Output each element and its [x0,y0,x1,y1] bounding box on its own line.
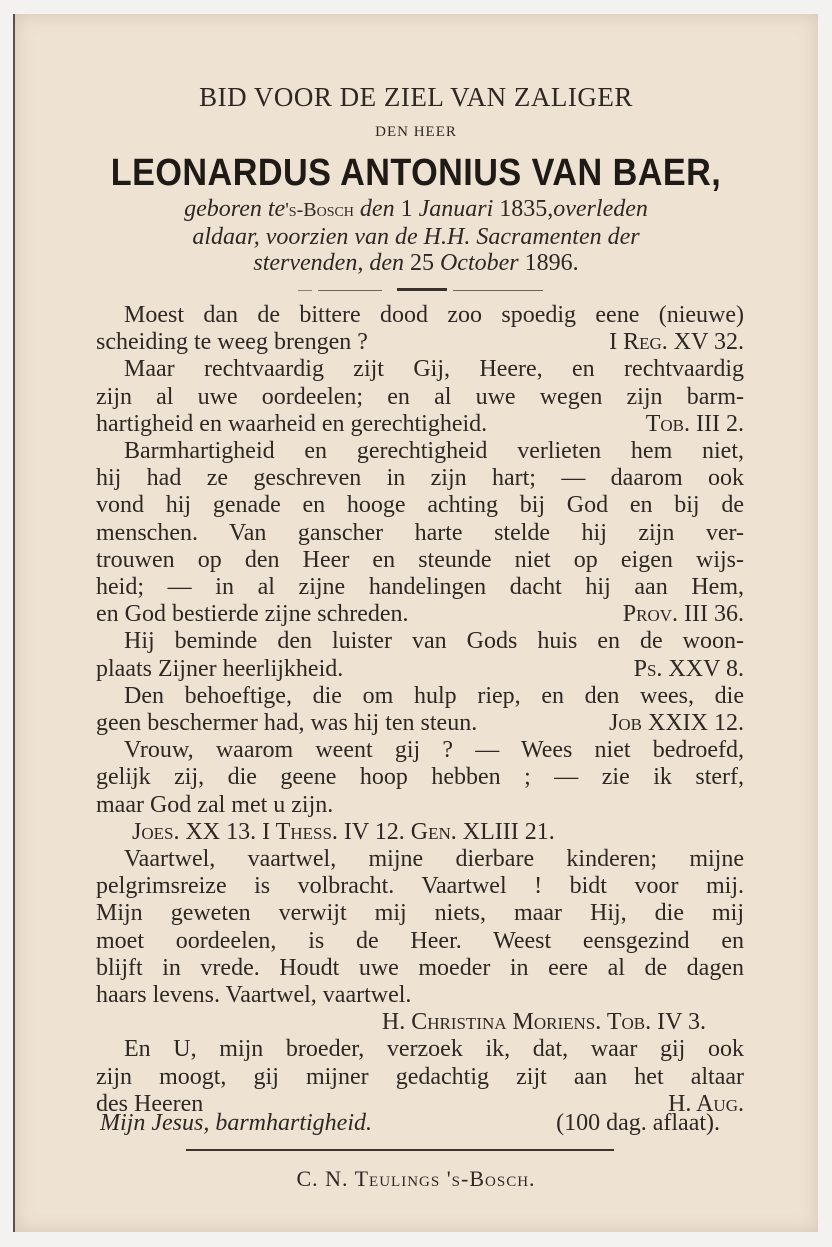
passage-line [96,1036,744,1063]
passage-line [96,737,744,764]
passage-text: pelgrimsreize is volbracht. Vaartwel ! bidt voor mij. [96,873,744,900]
scripture-reference: H. Christina Moriens. Tob. IV 3. [381,1009,706,1036]
closing-prayer: Mijn Jesus, barmhartigheid. (100 dag. aflaat). [100,1110,720,1136]
passage-line [96,329,744,356]
passage-text: Maar rechtvaardig zijt Gij, Heere, en rechtvaardig [124,356,744,383]
passage-text: maar God zal met u zijn. [96,791,334,818]
scripture-reference: Job XXIX 12. [609,710,744,736]
passage-text: haars levens. Vaartwel, vaartwel. [96,982,412,1008]
passage-text: scheiding te weeg brengen ? [96,329,368,356]
passage-line [96,628,744,655]
passage-line [96,900,744,927]
passage-line [96,710,744,737]
passage-text: Moest dan de bittere dood zoo spoedig eene (nieuwe) [124,302,744,328]
passage-line [96,302,744,329]
passage-text: hartigheid en waarheid en gerechtigheid. [96,410,488,437]
scripture-reference: H. Aug. [668,1090,744,1117]
passage-text: zijn al uwe oordeelen; en al uwe wegen zijn barm- [96,383,744,410]
passage-text: hij had ze geschreven in zijn hart; — daarom ook [96,465,744,492]
passage-text: trouwen op den Heer en steunde niet op eigen wijs- [96,546,744,573]
passage-line [96,873,744,900]
passage-line [96,601,744,628]
passage-text: geen beschermer had, was hij ten steun. [96,710,478,736]
passage-line [96,520,744,547]
prayer-heading: BID VOOR DE ZIEL VAN ZALIGER [199,82,633,112]
passage-line [96,438,744,465]
passage-line [96,384,744,411]
passage-line [96,792,744,819]
passage-text: moet oordeelen, is de Heer. Weest eensgezind en [96,927,744,954]
scripture-reference: I Reg. XV 32. [609,329,744,356]
passage-line [96,411,744,438]
passage-line [96,465,744,492]
passage-text: menschen. Van ganscher harte stelde hij zijn ver- [96,519,744,546]
title-line: DEN HEER [375,124,457,140]
passage-text: zijn moogt, gij mijner gedachtig zijt aan het altaar [96,1063,744,1090]
passage-text: blijft in vrede. Houdt uwe moeder in eere al de dagen [96,954,744,981]
scripture-reference: Joes. XX 13. I Thess. IV 12. Gen. XLIII 21. [132,818,555,845]
passage-text: Den behoeftige, die om hulp riep, en den wees, die [124,682,744,709]
passage-text: heid; — in al zijne handelingen dacht hij aan Hem, [96,574,744,600]
passage-text: en God bestierde zijne schreden. [96,601,409,628]
bio-line-3: stervenden, den 25 October 1896. [253,250,579,276]
passage-text: des Heeren [96,1090,204,1117]
passage-text: plaats Zijner heerlijkheid. [96,655,344,682]
passage-line [96,982,744,1009]
bio-line-1: geboren te's-Bosch den 1 Januari 1835,overleden [184,196,648,222]
passage-line [96,1064,744,1091]
passage-line [96,683,744,710]
passage-line [96,547,744,574]
passage-text: Hij beminde den luister van Gods huis en de woon- [124,628,744,655]
bottom-rule [186,1149,614,1151]
passage-line [96,656,744,683]
scripture-reference: Prov. III 36. [622,601,744,628]
passage-line [96,955,744,982]
printer-imprint: C. N. Teulings 's-Bosch. [296,1166,536,1191]
passage-text: En U, mijn broeder, verzoek ik, dat, waar gij ook [124,1036,744,1063]
deceased-name: LEONARDUS ANTONIUS VAN BAER, [110,152,722,194]
passage-line [96,928,744,955]
passage-text: Mijn geweten verwijt mij niets, maar Hij, die mij [96,900,744,927]
passage-text: Vrouw, waarom weent gij ? — Wees niet bedroefd, [124,737,744,764]
passage-line [96,356,744,383]
passage-line [96,764,744,791]
passage-line [96,846,744,873]
passage-text: Barmhartigheid en gerechtigheid verlieten hem niet, [124,438,744,464]
passage-line [96,492,744,519]
passage-text: gelijk zij, die geene hoop hebben ; — zie ik sterf, [96,764,744,791]
bio-line-2: aldaar, voorzien van de H.H. Sacramenten der [192,224,640,250]
passage-line [96,574,744,601]
passage-text: vond hij genade en hooge achting bij God en bij de [96,492,744,519]
passage-text: Vaartwel, vaartwel, mijne dierbare kinderen; mijne [124,846,744,872]
scripture-reference: Ps. XXV 8. [633,655,744,682]
scripture-reference: Tob. III 2. [645,410,744,437]
